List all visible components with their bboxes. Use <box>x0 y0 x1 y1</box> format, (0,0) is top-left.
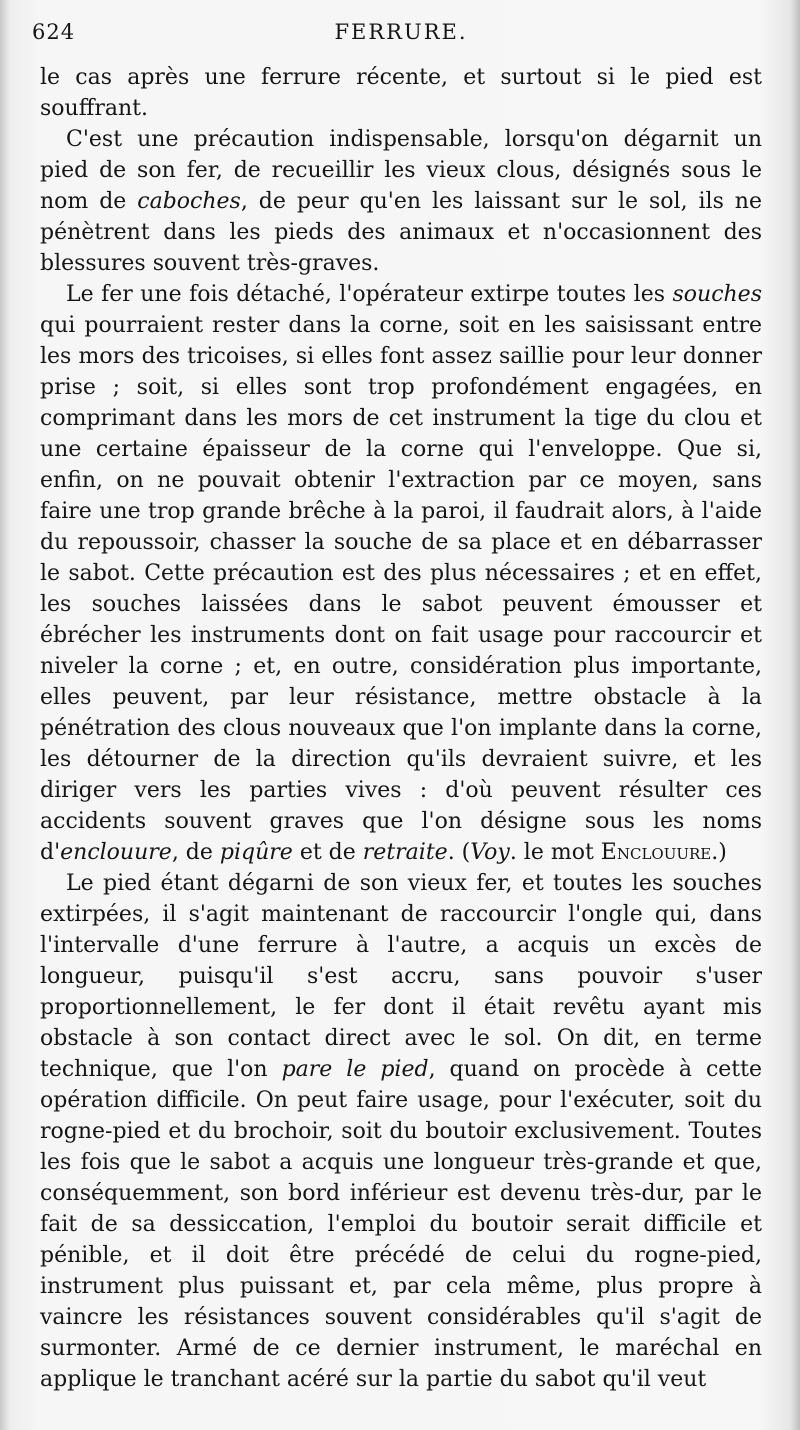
paragraph-text: , quand on procède à cette opération difficile. On peut faire usage, pour l'exécuter, soit du rogne-pied et du brochoir, soit du boutoir exclusivement. Toutes les fois que le sabot a acquis une longueur très-grande et que, conséquemment, son bord inférieur est devenu très-dur, par le fait de sa dessiccation, l'emploi du boutoir serait difficile et pénible, et il doit être précédé de celui du rogne-pied, instrument plus puissant et, par cela même, plus propre à vaincre les résistances souvent considérables qu'il s'agit de surmonter. Armé de ce dernier instrument, le maréchal en applique le tranchant acéré sur la partie du sabot qu'il veut <box>40 1057 762 1392</box>
paragraph-text: Le fer une fois détaché, l'opérateur extirpe toutes les <box>66 282 673 307</box>
paragraph-text: qui pourraient rester dans la corne, soit en les saisissant entre les mors des tricoises, si elles font assez saillie pour leur donner prise ; soit, si elles sont trop profondément engagées, en comprimant dans les mors de cet instrument la tige du clou et une certaine épaisseur de la corne qui l'enveloppe. Que si, enfin, on ne pouvait obtenir l'extraction par ce moyen, sans faire une trop grande brêche à la paroi, il faudrait alors, à l'aide du repoussoir, chasser la souche de sa place et en débarrasser le sabot. Cette précaution est des plus nécessaires ; et en effet, les souches laissées dans le sabot peuvent émousser et ébrécher les instruments dont on fait usage pour raccourcir et niveler la corne ; et, en outre, considération plus importante, elles peuvent, par leur résistance, mettre obstacle à la pénétration des clous nouveaux que l'on implante dans la corne, les détourner de la direction qu'ils devraient suivre, et les diriger vers les parties vives : d'où peuvent résulter ces accidents souvent graves que l'on désigne sous les noms d' <box>40 313 762 865</box>
running-title: FERRURE. <box>334 20 468 44</box>
page-header <box>32 20 762 62</box>
italic-term: retraite <box>362 840 448 865</box>
paragraph-1 <box>40 62 762 124</box>
paragraph-text: . le mot <box>509 840 601 865</box>
italic-term: enclouure <box>60 840 172 865</box>
paragraph-text: le cas après une ferrure récente, et surtout si le pied est souffrant. <box>40 65 762 121</box>
cross-reference: Enclouure <box>600 840 712 865</box>
paragraph-text: C'est une précaution indispensable, lorsqu'on dégarnit un pied de son fer, de recueillir les vieux clous, désignés sous le nom de <box>40 127 762 214</box>
italic-term: Voy <box>470 840 510 865</box>
page-body <box>40 62 762 1395</box>
italic-term: pare le pied <box>281 1057 429 1082</box>
paragraph-4 <box>40 868 762 1395</box>
italic-term: souches <box>672 282 762 307</box>
paragraph-text: , de <box>171 840 220 865</box>
italic-term: piqûre <box>219 840 293 865</box>
paragraph-text: , de peur qu'en les laissant sur le sol, ils ne pénètrent dans les pieds des animaux et n'occasionnent des blessures souvent très-graves. <box>40 189 762 276</box>
italic-term: caboches <box>137 189 241 214</box>
page-number: 624 <box>32 20 76 44</box>
paragraph-text: .) <box>711 840 727 865</box>
paragraph-text: . ( <box>447 840 471 865</box>
paragraph-2 <box>40 124 762 279</box>
paragraph-3 <box>40 279 762 868</box>
paragraph-text: Le pied étant dégarni de son vieux fer, et toutes les souches extirpées, il s'agit maintenant de raccourcir l'ongle qui, dans l'intervalle d'une ferrure à l'autre, a acquis un excès de longueur, puisqu'il s'est accru, sans pouvoir s'user proportionnellement, le fer dont il était revêtu ayant mis obstacle à son contact direct avec le sol. On dit, en terme technique, que l'on <box>40 871 762 1082</box>
paragraph-text: et de <box>292 840 363 865</box>
